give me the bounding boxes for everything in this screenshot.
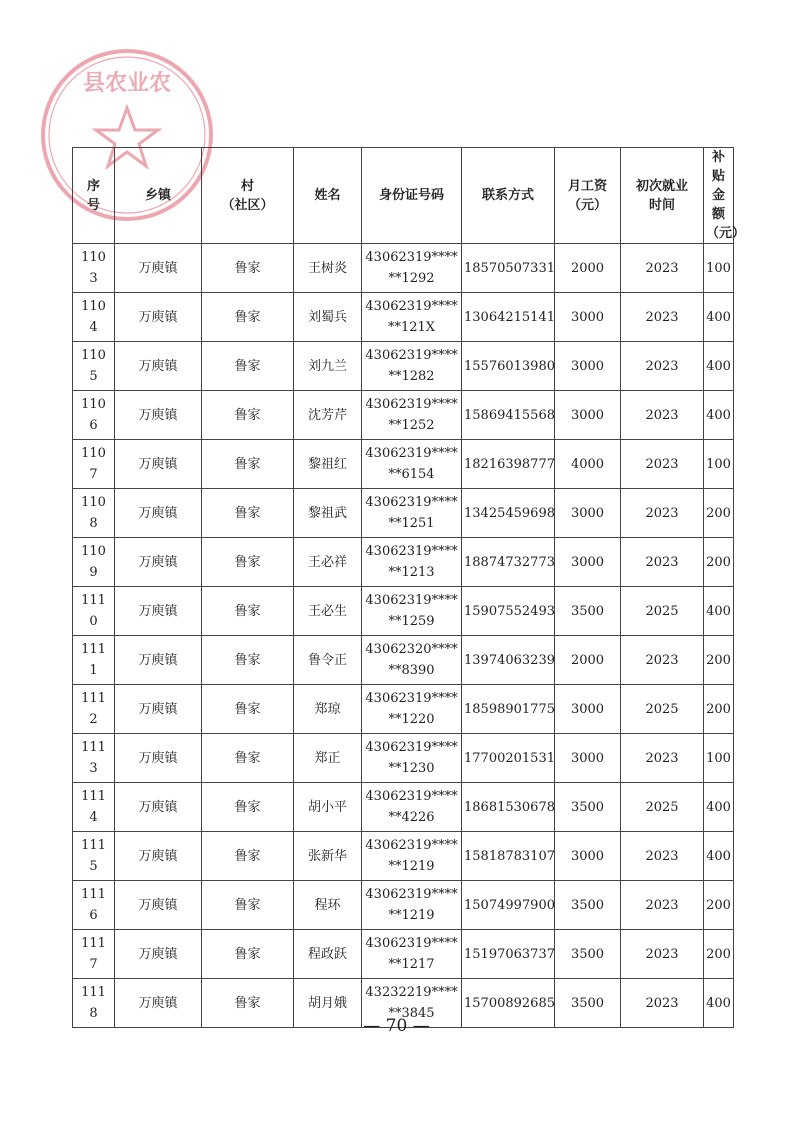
cell-first-employment-year: 2023 <box>621 293 704 342</box>
cell-phone: 18874732773 <box>462 538 555 587</box>
cell-subsidy-amount: 400 <box>704 832 734 881</box>
table-row <box>73 489 734 538</box>
cell-id-number: 43232219**** **3845 <box>362 979 462 1028</box>
cell-first-employment-year: 2023 <box>621 636 704 685</box>
cell-first-employment-year: 2023 <box>621 538 704 587</box>
cell-monthly-wage: 3500 <box>555 783 621 832</box>
cell-first-employment-year: 2023 <box>621 930 704 979</box>
table-row <box>73 587 734 636</box>
table-row <box>73 391 734 440</box>
cell-phone: 13064215141 <box>462 293 555 342</box>
cell-id-number: 43062319**** **121X <box>362 293 462 342</box>
cell-phone: 13974063239 <box>462 636 555 685</box>
table-row <box>73 293 734 342</box>
cell-village: 鲁家 <box>202 244 294 293</box>
cell-phone: 15869415568 <box>462 391 555 440</box>
cell-village: 鲁家 <box>202 734 294 783</box>
cell-seq: 111 4 <box>73 783 115 832</box>
cell-subsidy-amount: 200 <box>704 881 734 930</box>
cell-id-number: 43062319**** **1252 <box>362 391 462 440</box>
cell-village: 鲁家 <box>202 930 294 979</box>
cell-first-employment-year: 2023 <box>621 391 704 440</box>
cell-town: 万庾镇 <box>115 489 202 538</box>
cell-village: 鲁家 <box>202 587 294 636</box>
cell-monthly-wage: 3000 <box>555 832 621 881</box>
header-town: 乡镇 <box>115 148 202 244</box>
cell-id-number: 43062319**** **6154 <box>362 440 462 489</box>
cell-monthly-wage: 3000 <box>555 342 621 391</box>
header-village: 村 （社区） <box>202 148 294 244</box>
cell-seq: 110 7 <box>73 440 115 489</box>
cell-phone: 18570507331 <box>462 244 555 293</box>
cell-seq: 111 8 <box>73 979 115 1028</box>
cell-name: 胡月娥 <box>294 979 362 1028</box>
cell-seq: 111 1 <box>73 636 115 685</box>
cell-subsidy-amount: 100 <box>704 734 734 783</box>
cell-first-employment-year: 2023 <box>621 244 704 293</box>
cell-village: 鲁家 <box>202 342 294 391</box>
cell-seq: 111 7 <box>73 930 115 979</box>
header-id-number: 身份证号码 <box>362 148 462 244</box>
cell-seq: 111 6 <box>73 881 115 930</box>
table-row <box>73 783 734 832</box>
cell-monthly-wage: 3000 <box>555 734 621 783</box>
cell-monthly-wage: 4000 <box>555 440 621 489</box>
cell-phone: 15197063737 <box>462 930 555 979</box>
cell-subsidy-amount: 400 <box>704 979 734 1028</box>
cell-seq: 111 0 <box>73 587 115 636</box>
cell-id-number: 43062319**** **1282 <box>362 342 462 391</box>
header-name: 姓名 <box>294 148 362 244</box>
cell-name: 刘九兰 <box>294 342 362 391</box>
table-body <box>73 244 734 1028</box>
cell-phone: 13425459698 <box>462 489 555 538</box>
cell-seq: 110 3 <box>73 244 115 293</box>
cell-monthly-wage: 3000 <box>555 538 621 587</box>
cell-monthly-wage: 2000 <box>555 244 621 293</box>
cell-town: 万庾镇 <box>115 391 202 440</box>
cell-phone: 17700201531 <box>462 734 555 783</box>
cell-seq: 111 2 <box>73 685 115 734</box>
cell-phone: 15576013980 <box>462 342 555 391</box>
header-first-employment-year: 初次就业 时间 <box>621 148 704 244</box>
cell-name: 胡小平 <box>294 783 362 832</box>
cell-first-employment-year: 2023 <box>621 979 704 1028</box>
cell-seq: 110 5 <box>73 342 115 391</box>
cell-monthly-wage: 3500 <box>555 930 621 979</box>
cell-monthly-wage: 3000 <box>555 489 621 538</box>
cell-phone: 15907552493 <box>462 587 555 636</box>
cell-phone: 15700892685 <box>462 979 555 1028</box>
table-row <box>73 832 734 881</box>
cell-name: 黎祖红 <box>294 440 362 489</box>
cell-village: 鲁家 <box>202 685 294 734</box>
cell-id-number: 43062319**** **1219 <box>362 881 462 930</box>
cell-name: 黎祖武 <box>294 489 362 538</box>
cell-id-number: 43062319**** **1220 <box>362 685 462 734</box>
cell-subsidy-amount: 400 <box>704 587 734 636</box>
cell-name: 刘蜀兵 <box>294 293 362 342</box>
cell-village: 鲁家 <box>202 293 294 342</box>
table-row <box>73 244 734 293</box>
header-seq: 序 号 <box>73 148 115 244</box>
header-phone: 联系方式 <box>462 148 555 244</box>
cell-phone: 18216398777 <box>462 440 555 489</box>
cell-town: 万庾镇 <box>115 538 202 587</box>
cell-village: 鲁家 <box>202 832 294 881</box>
cell-name: 沈芳芹 <box>294 391 362 440</box>
cell-monthly-wage: 2000 <box>555 636 621 685</box>
cell-seq: 111 5 <box>73 832 115 881</box>
cell-name: 王必祥 <box>294 538 362 587</box>
cell-phone: 18681530678 <box>462 783 555 832</box>
cell-village: 鲁家 <box>202 489 294 538</box>
table-row <box>73 734 734 783</box>
table-row <box>73 930 734 979</box>
table-row <box>73 440 734 489</box>
header-monthly-wage: 月工资 （元） <box>555 148 621 244</box>
cell-seq: 110 4 <box>73 293 115 342</box>
cell-phone: 18598901775 <box>462 685 555 734</box>
cell-name: 王必生 <box>294 587 362 636</box>
cell-town: 万庾镇 <box>115 979 202 1028</box>
cell-village: 鲁家 <box>202 636 294 685</box>
table-row <box>73 685 734 734</box>
cell-first-employment-year: 2025 <box>621 685 704 734</box>
subsidy-roster-table <box>72 147 746 1028</box>
cell-id-number: 43062319**** **4226 <box>362 783 462 832</box>
table-header-row <box>73 148 734 244</box>
cell-town: 万庾镇 <box>115 636 202 685</box>
cell-town: 万庾镇 <box>115 685 202 734</box>
cell-name: 张新华 <box>294 832 362 881</box>
cell-monthly-wage: 3000 <box>555 293 621 342</box>
cell-seq: 110 9 <box>73 538 115 587</box>
cell-subsidy-amount: 100 <box>704 244 734 293</box>
cell-id-number: 43062320**** **8390 <box>362 636 462 685</box>
page-number: — 70 — <box>363 1016 430 1036</box>
cell-subsidy-amount: 200 <box>704 930 734 979</box>
cell-village: 鲁家 <box>202 783 294 832</box>
seal-text: 县农业农 <box>82 71 172 96</box>
cell-town: 万庾镇 <box>115 293 202 342</box>
cell-id-number: 43062319**** **1230 <box>362 734 462 783</box>
cell-subsidy-amount: 200 <box>704 538 734 587</box>
cell-first-employment-year: 2025 <box>621 587 704 636</box>
cell-seq: 110 6 <box>73 391 115 440</box>
cell-id-number: 43062319**** **1251 <box>362 489 462 538</box>
cell-town: 万庾镇 <box>115 244 202 293</box>
cell-town: 万庾镇 <box>115 587 202 636</box>
cell-subsidy-amount: 200 <box>704 636 734 685</box>
cell-id-number: 43062319**** **1259 <box>362 587 462 636</box>
cell-monthly-wage: 3500 <box>555 587 621 636</box>
cell-town: 万庾镇 <box>115 832 202 881</box>
cell-town: 万庾镇 <box>115 440 202 489</box>
table-row <box>73 636 734 685</box>
cell-first-employment-year: 2023 <box>621 440 704 489</box>
cell-first-employment-year: 2023 <box>621 489 704 538</box>
table-row <box>73 342 734 391</box>
cell-monthly-wage: 3500 <box>555 881 621 930</box>
cell-phone: 15818783107 <box>462 832 555 881</box>
cell-name: 鲁令正 <box>294 636 362 685</box>
cell-phone: 15074997900 <box>462 881 555 930</box>
cell-first-employment-year: 2023 <box>621 881 704 930</box>
cell-subsidy-amount: 100 <box>704 440 734 489</box>
cell-first-employment-year: 2023 <box>621 832 704 881</box>
cell-village: 鲁家 <box>202 391 294 440</box>
cell-name: 王树炎 <box>294 244 362 293</box>
cell-town: 万庾镇 <box>115 930 202 979</box>
cell-village: 鲁家 <box>202 979 294 1028</box>
cell-subsidy-amount: 400 <box>704 342 734 391</box>
cell-id-number: 43062319**** **1219 <box>362 832 462 881</box>
header-subsidy-amount: 补贴 金额 （元） <box>704 148 734 244</box>
cell-first-employment-year: 2023 <box>621 734 704 783</box>
table-row <box>73 538 734 587</box>
cell-subsidy-amount: 400 <box>704 293 734 342</box>
cell-town: 万庾镇 <box>115 881 202 930</box>
cell-name: 程环 <box>294 881 362 930</box>
cell-village: 鲁家 <box>202 881 294 930</box>
cell-name: 郑琼 <box>294 685 362 734</box>
cell-seq: 111 3 <box>73 734 115 783</box>
cell-subsidy-amount: 400 <box>704 391 734 440</box>
cell-first-employment-year: 2025 <box>621 783 704 832</box>
cell-id-number: 43062319**** **1217 <box>362 930 462 979</box>
cell-id-number: 43062319**** **1213 <box>362 538 462 587</box>
cell-subsidy-amount: 200 <box>704 685 734 734</box>
cell-seq: 110 8 <box>73 489 115 538</box>
cell-name: 程政跃 <box>294 930 362 979</box>
cell-town: 万庾镇 <box>115 734 202 783</box>
cell-town: 万庾镇 <box>115 342 202 391</box>
cell-village: 鲁家 <box>202 440 294 489</box>
cell-town: 万庾镇 <box>115 783 202 832</box>
cell-subsidy-amount: 400 <box>704 783 734 832</box>
cell-village: 鲁家 <box>202 538 294 587</box>
cell-subsidy-amount: 200 <box>704 489 734 538</box>
cell-monthly-wage: 3500 <box>555 979 621 1028</box>
cell-name: 郑正 <box>294 734 362 783</box>
cell-monthly-wage: 3000 <box>555 391 621 440</box>
cell-first-employment-year: 2023 <box>621 342 704 391</box>
table-row <box>73 881 734 930</box>
cell-monthly-wage: 3000 <box>555 685 621 734</box>
cell-id-number: 43062319**** **1292 <box>362 244 462 293</box>
